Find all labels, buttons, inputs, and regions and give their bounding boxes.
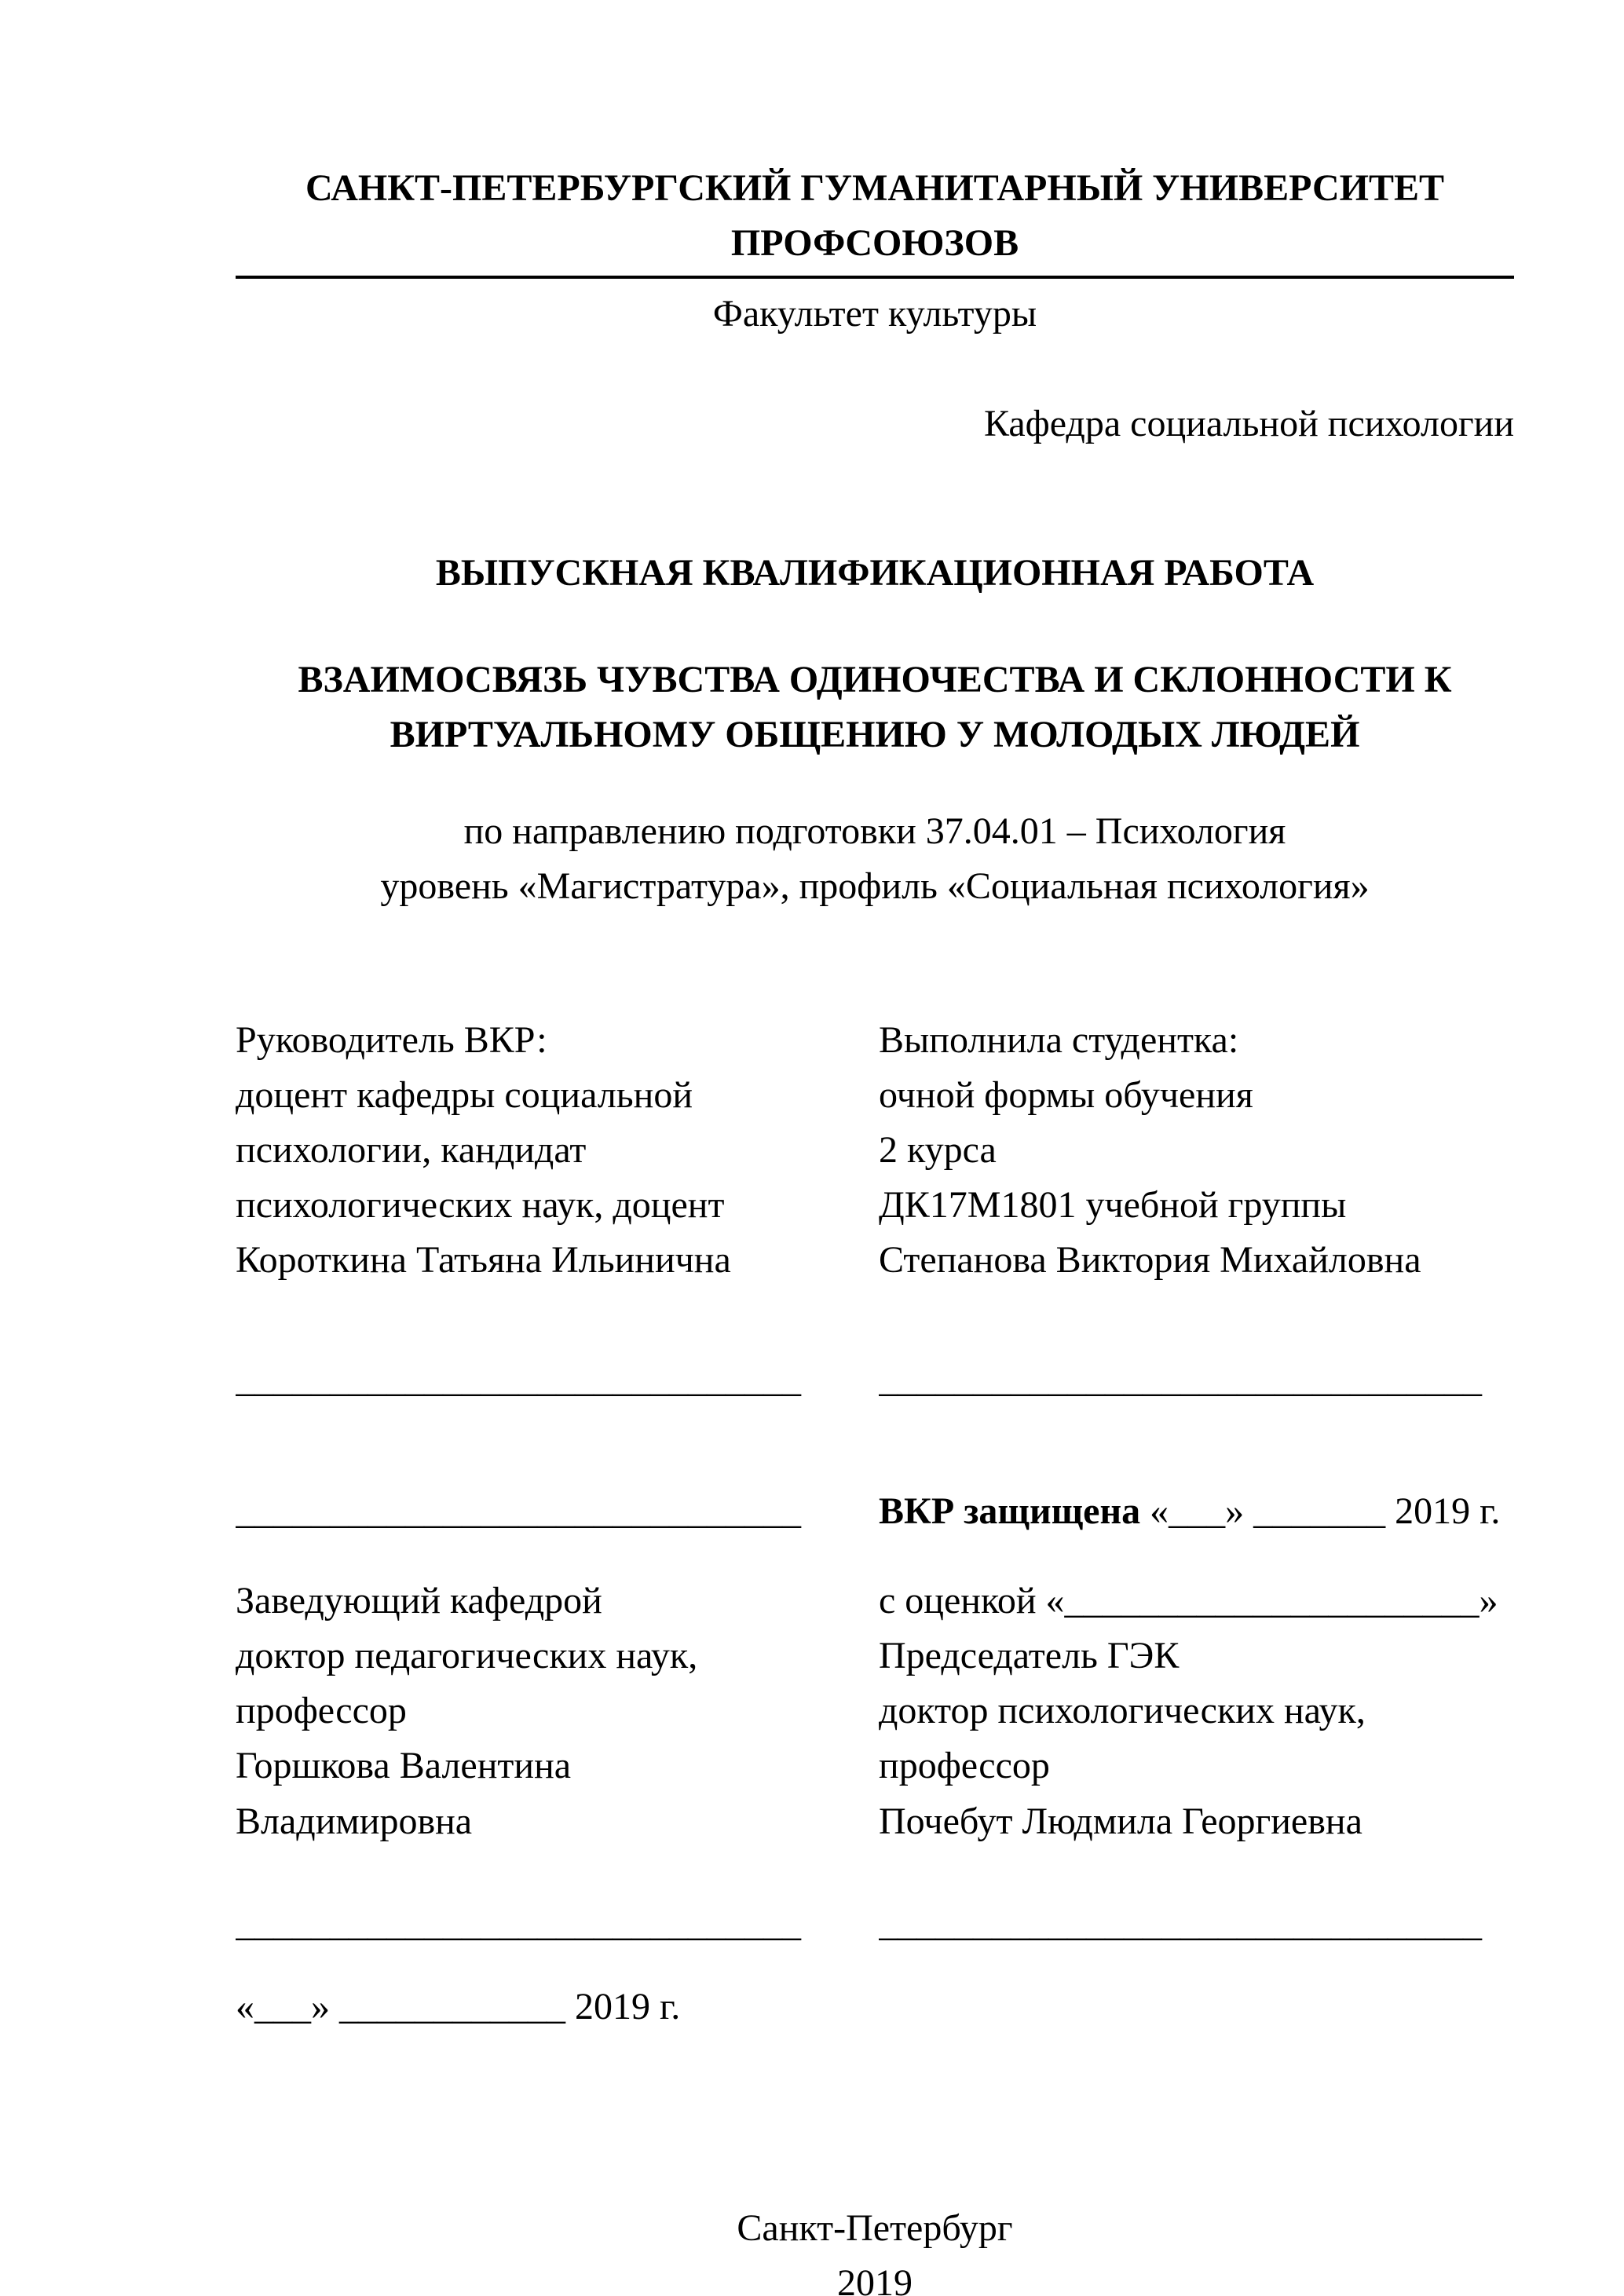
supervisor-line: психологических наук, доцент — [236, 1183, 725, 1226]
thesis-title — [236, 653, 1514, 762]
defense-statement — [879, 1484, 1514, 1539]
head-name: Горшкова Валентина — [236, 1745, 572, 1787]
head-line: доктор педагогических наук, — [236, 1635, 698, 1677]
faculty-name: Факультет культуры — [712, 293, 1037, 335]
thesis-title-line-1: ВЗАИМОСВЯЗЬ ЧУВСТВА ОДИНОЧЕСТВА И СКЛОННОСТИ К — [298, 659, 1452, 701]
supervisor-signature-line: ______________________________ — [236, 1358, 801, 1401]
head-of-department-block — [236, 1574, 871, 1848]
head-line: профессор — [236, 1690, 407, 1732]
supervisor-line: доцент кафедры социальной — [236, 1073, 693, 1116]
program-level: уровень «Магистратура», профиль «Социальная психология» — [380, 865, 1370, 907]
footer — [236, 2201, 1514, 2296]
university-name: САНКТ-ПЕТЕРБУРГСКИЙ ГУМАНИТАРНЫЙ УНИВЕРСИТЕТ ПРОФСОЮЗОВ — [305, 167, 1445, 265]
grade-blank-line: с оценкой «______________________» — [879, 1580, 1498, 1622]
left-signature-line: ______________________________ — [236, 1490, 801, 1533]
student-line: очной формы обучения — [879, 1073, 1253, 1116]
defense-date-blank: «___» _______ 2019 г. — [1140, 1490, 1501, 1533]
supervisor-block — [236, 1013, 871, 1288]
supervisor-role: Руководитель ВКР: — [236, 1018, 547, 1061]
signature-row-2 — [236, 1896, 1514, 1951]
footer-city: Санкт-Петербург — [737, 2206, 1013, 2249]
head-signature-line: ______________________________ — [236, 1902, 801, 1944]
head-committee-row — [236, 1574, 1514, 1848]
supervisor-line: психологии, кандидат — [236, 1128, 587, 1171]
program-direction: по направлению подготовки 37.04.01 – Психология — [463, 810, 1286, 852]
student-block — [879, 1013, 1514, 1288]
student-name: Степанова Виктория Михайловна — [879, 1239, 1421, 1281]
committee-line: доктор психологических наук, — [879, 1690, 1366, 1732]
signature-row-1 — [236, 1352, 1514, 1407]
department-name: Кафедра социальной психологии — [983, 403, 1514, 445]
thesis-title-line-2: ВИРТУАЛЬНОМУ ОБЩЕНИЮ У МОЛОДЫХ ЛЮДЕЙ — [390, 714, 1360, 756]
student-signature-line: ________________________________ — [879, 1358, 1482, 1401]
date-row — [236, 1980, 1514, 2035]
student-role: Выполнила студентка: — [879, 1018, 1239, 1061]
supervisor-name: Короткина Татьяна Ильинична — [236, 1239, 731, 1281]
head-date-line: «___» ____________ 2019 г. — [236, 1985, 681, 2027]
program-info — [236, 804, 1514, 914]
supervisor-student-row — [236, 1013, 1514, 1288]
footer-year: 2019 — [837, 2261, 913, 2296]
defense-label: ВКР защищена — [879, 1490, 1141, 1533]
committee-name: Почебут Людмила Георгиевна — [879, 1800, 1362, 1842]
committee-block — [879, 1574, 1514, 1848]
head-role: Заведующий кафедрой — [236, 1580, 602, 1622]
committee-signature-line: ________________________________ — [879, 1902, 1482, 1944]
student-line: 2 курса — [879, 1128, 997, 1171]
student-line: ДК17М1801 учебной группы — [879, 1183, 1347, 1226]
committee-role: Председатель ГЭК — [879, 1635, 1180, 1677]
defense-row — [236, 1484, 1514, 1539]
committee-line: профессор — [879, 1745, 1050, 1787]
university-header — [236, 161, 1514, 279]
head-name: Владимировна — [236, 1800, 473, 1842]
work-type-heading: ВЫПУСКНАЯ КВАЛИФИКАЦИОННАЯ РАБОТА — [435, 552, 1315, 594]
